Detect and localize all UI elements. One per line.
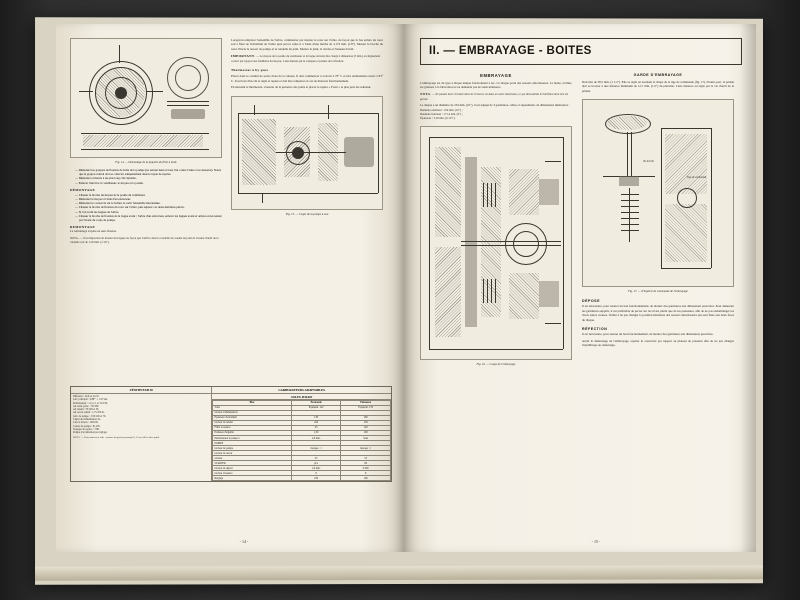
chapter-heading-box <box>420 38 742 65</box>
left-page <box>56 24 404 552</box>
nota-label: NOTA. <box>420 91 432 96</box>
table-row: Filtre à essence 45 120 <box>213 426 391 431</box>
nota-text: — Ne jamais laver la butée dans de l'essence ou dans un autre dissolvant, ce qui dissoudrait le lubrifiant dont elle est garnie. <box>420 91 569 101</box>
solex-col-1: Économie <box>291 401 341 406</box>
table-row: Gicleur de départ 1,8 mm. 0,500 <box>213 466 391 471</box>
table-row: Gicleur d'alimentation <box>213 411 391 416</box>
heading-thermostat: Thermostat à by-pass <box>231 68 269 73</box>
depose-paragraph: Il est nécessaire, pour assurer un bon fonctionnement, de monter des garnitures aux dimensions prescrites. Pour démonter les garnitures suppôts, il est préférable de percer sur les rivets plutôt que de les puisonner, afin de ne pas endommager les rivets autres creuses. Veiller à ne pas changer la position intérieure des ressorts amortisseurs qui sont fixés aux deux faces du disque. <box>582 304 734 322</box>
zenith-nota: NOTA. — Pour moteurs à vide : monter du gicleur principal 1,15 nos 48 et tube spiral. <box>73 435 160 439</box>
zenith-spec-8: Cuve à niveau : 100/100. <box>73 421 99 425</box>
refection-paragraph: Il est nécessaire, pour assurer un bon fonctionnement, de monter des garnitures aux dimensions prescrites. <box>582 332 714 337</box>
figure-17-label-vis: Vis d'arrêt <box>643 160 654 164</box>
refection-paragraph-2: Avant la démontage de l'embrayage, repérer le couvercle par rapport au plateau de pression afin de ne pas changer l'équilibrage au remontage. <box>582 338 734 348</box>
important-note: — Le moyeu de la poulie du ventilateur et la bague doivent être chargé à dimension (5 mm.) en alignement correct par rapport aux feuillures du moyeu, à une mesure qui le compare et prenne de la fixation. <box>231 54 381 64</box>
remontage-nota: NOTA. — Il est important de monter les bagues de façon que l'orifice dans la rondelle du coudée du joint de l'essieu d'arrêt de la rondelle soit de 1/16 mm. (1/16"). <box>70 235 219 244</box>
table-head-carburettors: CARBURATEURS ADAPTABLES <box>212 387 391 394</box>
left-page-folio: - 14 - <box>239 539 249 544</box>
zenith-spec-5: Air cercle ralenti : 1,75/100 m. <box>73 411 105 415</box>
zenith-spec-9: Course de pompe : 81,265. <box>73 424 101 428</box>
figure-14-oil-filter-drawing <box>70 38 222 158</box>
left-column-2 <box>231 38 383 378</box>
heading-demontage: DÉMONTAGE <box>70 187 96 192</box>
section-refection: RÉFECTION <box>582 327 608 332</box>
important-label: IMPORTANT. <box>231 54 256 59</box>
figure-16-caption: Fig. 16. — Coupe de l'embrayage <box>476 362 516 367</box>
figure-17-caption: Fig. 17. — Tringlerie de commande de l'embrayage <box>628 289 688 294</box>
book-spread <box>56 24 756 552</box>
dim-2: Épaisseur : 3,18 mm. (0,115"). <box>420 116 456 121</box>
zenith-spec-3: Air venti. princ. : 50/100. <box>73 404 99 408</box>
book-page-edges-bottom <box>35 565 763 580</box>
table-row: Pointeau d'aiguille 1,50 100 <box>213 431 391 436</box>
table-row: Gicleur de ralenti 220 130 <box>213 421 391 426</box>
embrayage-paragraph: L'embrayage est du type à disque unique fonctionnant à sec. Ce disque porté des ressorts amortisseurs. La butée, à billes, est graissée à la fabrication et ne demande pas de soins ultérieurs. <box>420 81 572 90</box>
thermostat-paragraph-1: Placer dans le conduit de sortie d'eau de la culasse. Il doit commencer à s'ouvrir à 70° C et être entièrement ouvert à 83° C. Il est levé d'un cm et règle et repéré et doit être remplacé en cas de mauvais fonctionnement. <box>231 74 383 83</box>
figure-14-caption: Fig. 14. — Démontage de la jaquette du filtre à huile <box>115 160 177 164</box>
table-row: Gicleur de retour <box>213 451 391 456</box>
figure-17-clutch-linkage <box>582 99 734 287</box>
right-page-folio: - 15 - <box>591 539 601 544</box>
table-row: Pulvérisateur à pompe à 2,8 mm. Sans <box>213 436 391 441</box>
table-row: Gicleur de pompe marque : 1 marque : 1 <box>213 446 391 451</box>
zenith-spec-0: Diffuseur : 20,6 ou 22,32 <box>73 395 99 398</box>
table-row: Épaisseur d'extrémité 130 160 <box>213 416 391 421</box>
chapter-title: II. — EMBRAYAGE - BOITES <box>429 45 592 57</box>
left-column-1 <box>70 38 222 378</box>
right-page <box>404 24 756 552</box>
table-row: Réglage 180 160 <box>213 476 391 481</box>
solex-table <box>212 400 391 481</box>
figure-15-caption: Fig. 15. — Coupe de la pompe à eau <box>285 211 329 216</box>
table-head-zenith: ZÉNITH EXB 30 <box>71 387 211 394</box>
solex-col-0: Bloc <box>213 401 291 406</box>
zenith-spec-4: Air ralenti : 70/100 et 36. <box>73 408 99 412</box>
page-edge-shadow <box>740 24 756 552</box>
zenith-spec-11: Pompe d'accélération par réglage. <box>73 431 108 435</box>
demontage-list: — Chasser la broche du moyeu de la poulie du ventilateur. — Démonter le moyeu à l'aide d'un extracteur. — Démonter le couvercle sur le boîtier et sortir l'ensemble mécanisme. — Chasser la broche de fixation du rotor sur l'arbre, puis séparer ces deux dernières pièces. — Si l'on sortit les bagues de l'arbre. — Chasser la broche de fixation de la bague avant ; l'arbre d'un extracteur, enlever les bagues avant et arrière en les tenant par l'avant du corps de pompe. <box>75 192 222 222</box>
dim-0: Diamètre extérieur : 254 mm. (10") ; <box>420 108 463 113</box>
zenith-spec-10: Soupape de reprise : 7,88. <box>73 427 100 431</box>
left-list-1: — Démonter les goujons de fixation de boîte de la pompe (ne serrant deux écrous l'un contre l'autre et se desserre). Notez que le goujon central doit se collecter adéquatement dans le tuyau de reprise. — Démonter et mettre à nu plus long côté dynamo. — Enlever d'un bloc le ventilateur, le moyeu et la poulie. <box>75 168 222 185</box>
carburettor-table <box>70 386 392 482</box>
garde-paragraph: Doit être de 38,5 mm. (1 1/2"). Elle se règle en tournant la chape de la tige de commande (fig. 17). D'autre part, la pédale doit se trouver à une distance minimum de 12,7 mm. (1/2") du plancher. Cette distance au règle par la vis d'arrêt de la pédale. <box>582 80 734 93</box>
section-garde-embrayage: GARDE D'EMBRAYAGE <box>633 73 683 77</box>
remontage-note: Le remontage s'opère en sens inverse. <box>70 229 117 234</box>
heading-remontage: REMONTAGE <box>70 225 96 230</box>
table-row: Gicleur d'essence 8 8 <box>213 471 391 476</box>
figure-17-label-tige: Tige de commande <box>687 176 707 180</box>
figure-15-water-pump-section <box>231 96 383 210</box>
section-depose: DÉPOSE <box>582 299 600 304</box>
zenith-spec-1: Gicl. principal : 0,88"" = 147/14e. <box>73 398 108 402</box>
zenith-spec-2: Pulvérisateur : 1,C,C,1 et 31/2/36. <box>73 401 108 405</box>
table-row: Gicleur 25 55 <box>213 456 391 461</box>
right-column-1 <box>420 73 572 366</box>
section-embrayage: EMBRAYAGE <box>480 73 512 78</box>
figure-16-clutch-section <box>420 126 572 360</box>
left-intro-paragraph: Lorsqu'on remplace l'ensemble de l'arbre, commencer par monter le rotor sur l'arbre, de façon que la bas arrière du rotor soit à fleur de l'extrémité de l'arbre puis percer celui-ci à l'aide d'une mèche de 3,174 mm. (1/8"). Monter la broche du rotor. Placer le ressort de pompe et la rondelle du joint. Monter le joint, la rivette et l'anneau d'arrêt. <box>231 38 383 51</box>
table-head-solex: SOLEX 40 RAIF <box>212 394 391 400</box>
zenith-spec-7: Clapet de ralimentation du. <box>73 418 101 422</box>
table-row: Volet Équipem. 122 Équipem. 176 <box>213 406 391 411</box>
table-row: POMPE <box>213 441 391 446</box>
dim-1: Diamètre intérieur : 171,4 mm. (6") ; <box>420 112 463 117</box>
zenith-spec-6: Gicl. de pompe : 3,50/100 et 70. <box>73 414 106 418</box>
solex-col-2: Puissance <box>341 401 391 406</box>
disc-paragraph: Le disque a un diamètre de 254 mm. (10"), il est équipé de 3 garnitures, celles-ci séparément, de dimensions intérieures : <box>420 102 570 107</box>
thermostat-paragraph-2: En montant le thermostat, s'assurer de la présence des joints et placer le repère « Front » le plus près du radiateur. <box>231 85 372 90</box>
table-row: STARTER pt/s 80 <box>213 461 391 466</box>
right-column-2 <box>582 73 734 366</box>
